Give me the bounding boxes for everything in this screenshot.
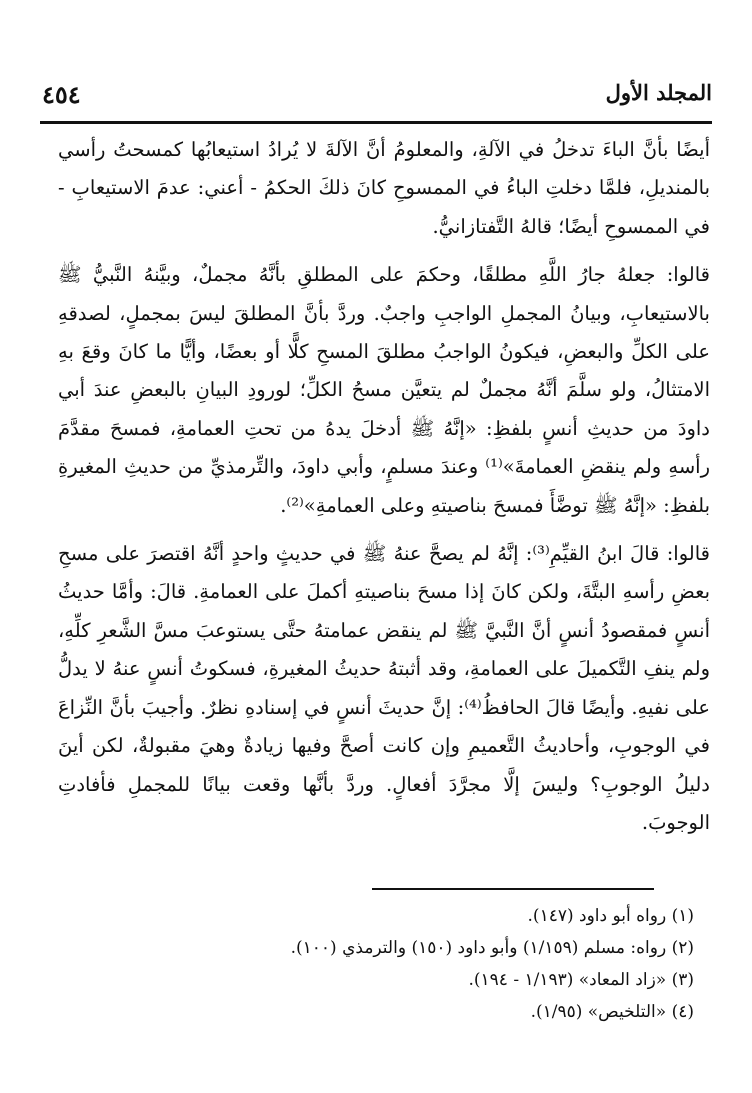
footnotes — [54, 900, 694, 1028]
footnote-2: (٢) رواه: مسلم (١/١٥٩) وأبو داود (١٥٠) والترمذي (١٠٠). — [290, 938, 694, 958]
footnote-4: (٤) «التلخيص» (١/٩٥). — [530, 1002, 694, 1022]
footnote-1: (١) رواه أبو داود (١٤٧). — [527, 906, 694, 926]
paragraph-3: قالوا: قالَ ابنُ القيِّمِ⁽³⁾: إنَّهُ لم يصحَّ عنهُ ﷺ في حديثٍ واحدٍ أنَّهُ اقتصرَ على مسحِ بعضِ رأسهِ البتَّةَ، ولكن كانَ إذا مسحَ بناصيتهِ أكملَ على العمامةِ. قالَ: وأمَّا حديثُ أنسٍ فمقصودُ أنسٍ أنَّ النَّبيَّ ﷺ لم ينقض عمامتهُ حتَّى يستوعبَ مسَّ الشَّعرِ كلِّهِ، ولم ينفِ التَّكميلَ على العمامةِ، وقد أثبتهُ حديثُ المغيرةِ، فسكوتُ أنسٍ عنهُ لا يدلُّ على نفيهِ. وأيضًا قالَ الحافظُ⁽⁴⁾: إنَّ حديثَ أنسٍ في إسنادهِ نظرٌ. وأجيبَ بأنَّ النِّزاعَ في الوجوبِ، وأحاديثُ التَّعميمِ وإن كانت أصحَّ وفيها زيادةٌ وهيَ مقبولةٌ، لكن أينَ دليلُ الوجوبِ؟ وليسَ إلَّا مجرَّدَ أفعالٍ. وردَّ بأنَّها وقعت بيانًا للمجملِ فأفادتِ الوجوبَ. — [58, 542, 711, 834]
header-divider — [40, 121, 712, 124]
footnote-divider — [372, 888, 654, 890]
page-header — [40, 74, 712, 114]
page-number: ٤٥٤ — [42, 80, 81, 109]
footnote-3: (٣) «زاد المعاد» (١/١٩٣ - ١٩٤). — [468, 970, 694, 990]
paragraph-1: أيضًا بأنَّ الباءَ تدخلُ في الآلةِ، والمعلومُ أنَّ الآلةَ لا يُرادُ استيعابُها كمسحتُ رأسي بالمنديلِ، فلمَّا دخلتِ الباءُ في الممسوحِ كانَ ذلكَ الحكمُ - أعني: عدمَ الاستيعابِ - في الممسوحِ أيضًا؛ قالهُ التَّفتازانيُّ. — [58, 138, 710, 238]
volume-title: المجلد الأول — [605, 80, 712, 105]
paragraph-2: قالوا: جعلهُ جارُ اللَّهِ مطلقًا، وحكمَ على المطلقِ بأنَّهُ مجملٌ، وبيَّنهُ النَّبيُّ ﷺ بالاستيعابِ، وبيانُ المجملِ الواجبِ واجبٌ. وردَّ بأنَّ المطلقَ ليسَ بمجملٍ، لصدقهِ على الكلِّ والبعضِ، فيكونُ الواجبُ مطلقَ المسحِ كلًّا أو بعضًا، وأيًّا ما كانَ وقعَ بهِ الامتثالُ، ولو سلَّمَ أنَّهُ مجملٌ لم يتعيَّن مسحُ الكلِّ؛ لورودِ البيانِ بالبعضِ عندَ أبي داودَ من حديثِ أنسٍ بلفظِ: «إنَّهُ ﷺ أدخلَ يدهُ من تحتِ العمامةِ، فمسحَ مقدَّمَ رأسهِ ولم ينقضِ العمامةَ»⁽¹⁾ وعندَ مسلمٍ، وأبي داودَ، والتِّرمذيِّ من حديثِ المغيرةِ بلفظِ: «إنَّهُ ﷺ توضَّأَ فمسحَ بناصيتهِ وعلى العمامةِ»⁽²⁾. — [58, 263, 710, 517]
main-text — [58, 131, 710, 842]
